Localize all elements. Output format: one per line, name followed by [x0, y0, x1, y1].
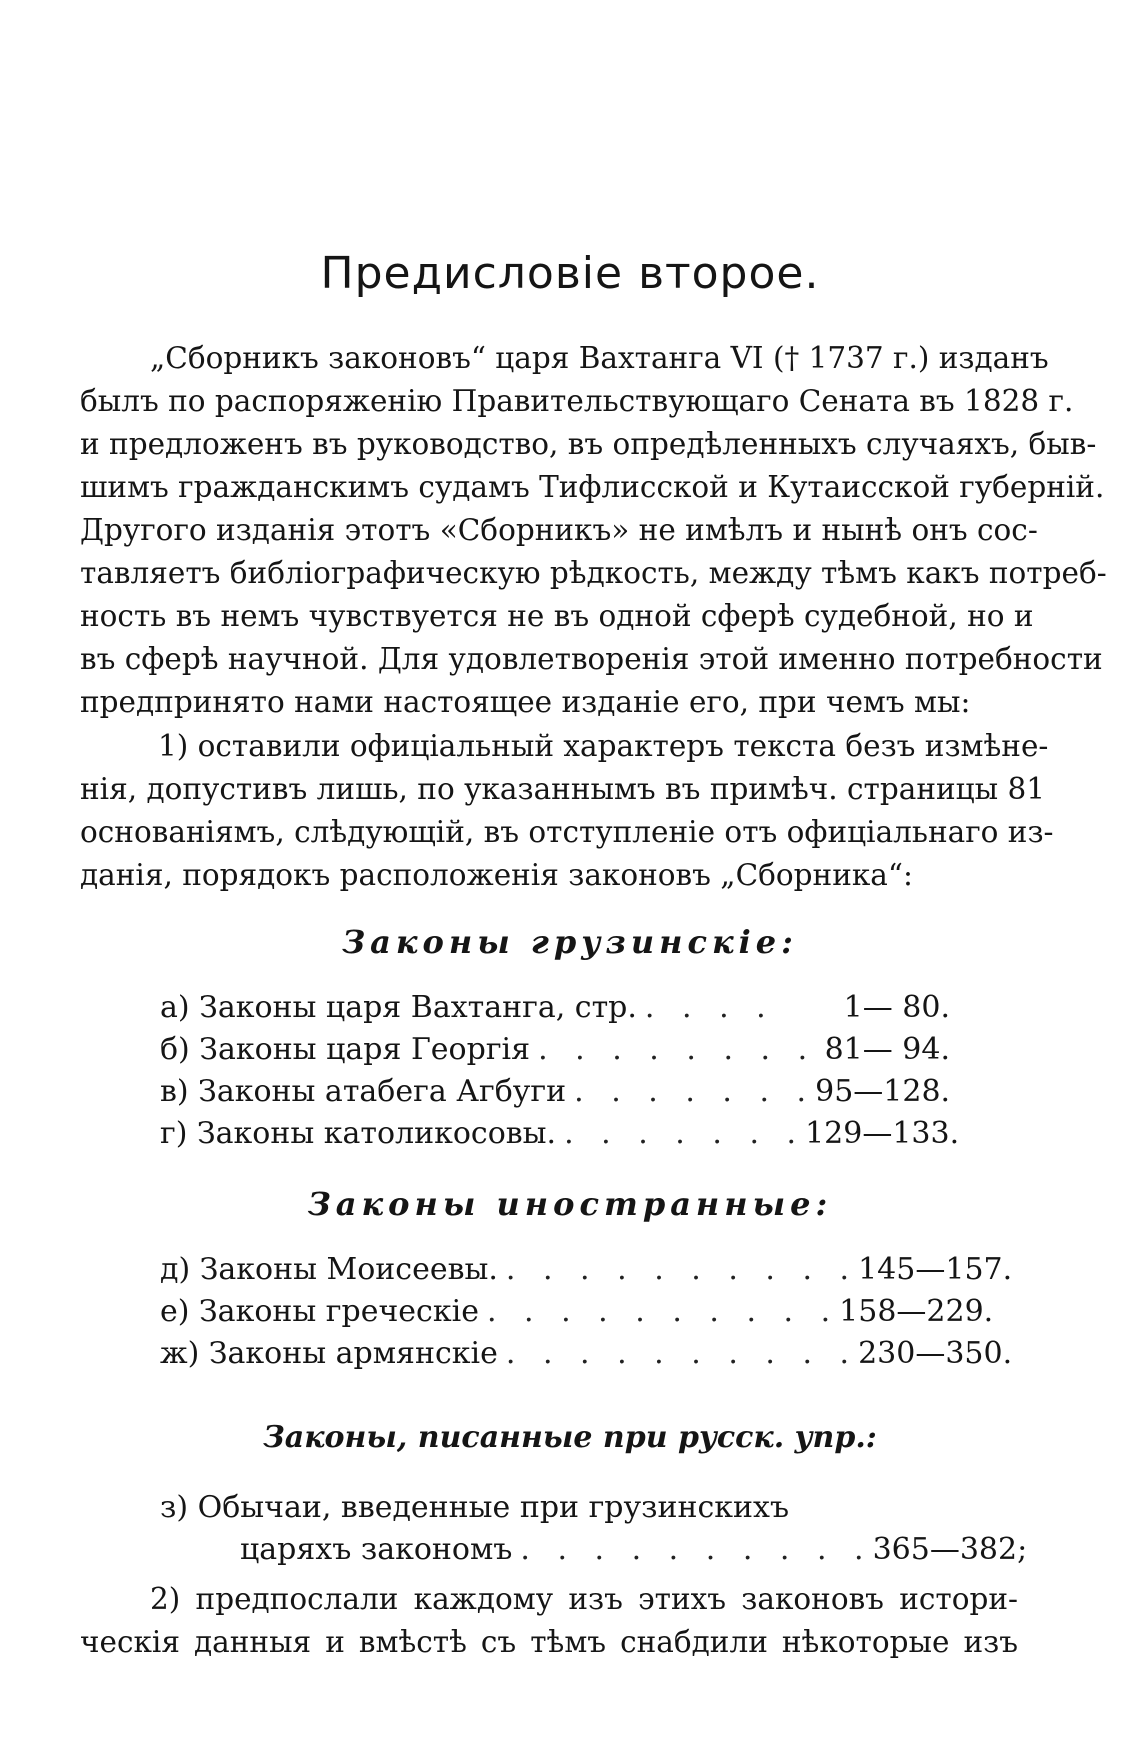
toc-entry-label: д) Законы Моисеевы.	[160, 1252, 498, 1287]
toc-entry-label: а) Законы царя Вахтанга, стр.	[160, 990, 637, 1025]
toc-entry-label: г) Законы католикосовы.	[160, 1116, 557, 1151]
toc-leader-dots: . . . .	[644, 990, 775, 1025]
paragraph-2-line-2: нія, допустивъ лишь, по указаннымъ въ примѣч. страницы 81	[80, 772, 1046, 806]
toc-entry	[160, 1250, 1013, 1290]
toc-entry-pages: 365—382;	[872, 1532, 1028, 1567]
toc-entry-label: в) Законы атабега Агбуги	[160, 1074, 567, 1109]
toc-entry-label: е) Законы греческіе	[160, 1294, 479, 1329]
paragraph-1-line-4: шимъ гражданскимъ судамъ Тифлисской и Кутаисской губерній.	[80, 470, 1105, 504]
toc-entry-pages: 158—229.	[839, 1294, 994, 1329]
paragraph-1-line-7: ность въ немъ чувствуется не въ одной сферѣ судебной, но и	[80, 599, 1034, 633]
paragraph-3-line-2: ческія данныя и вмѣстѣ съ тѣмъ снабдили нѣкоторые изъ	[80, 1625, 1018, 1659]
toc-leader-dots: . . . . . . . . . .	[505, 1252, 859, 1287]
section-heading-georgian: Законы грузинскіе:	[342, 923, 798, 961]
paragraph-3-line-1: 2) предпослали каждому изъ этихъ законовъ истори-	[150, 1582, 1018, 1616]
toc-entry-label: царяхъ закономъ	[240, 1532, 513, 1567]
paragraph-1-line-2: былъ по распоряженію Правительствующаго Сената въ 1828 г.	[80, 384, 1074, 418]
toc-leader-dots: . . . . . . .	[574, 1074, 816, 1109]
page-title: Предисловіе второе.	[320, 248, 820, 299]
toc-entry	[160, 988, 950, 1028]
toc-entry-pages: 95—128.	[815, 1074, 951, 1109]
toc-leader-dots: . . . . . . . . . .	[520, 1532, 873, 1567]
toc-leader-dots: . . . . . . . . . .	[486, 1294, 840, 1329]
toc-entry-label: з) Обычаи, введенные при грузинскихъ	[160, 1490, 790, 1525]
toc-leader-dots: . . . . . . .	[564, 1116, 806, 1151]
toc-entry-line-1	[160, 1488, 950, 1528]
toc-entry	[160, 1072, 950, 1112]
toc-entry-pages: 129—133.	[805, 1116, 960, 1151]
toc-entry-line-2	[240, 1530, 1028, 1570]
section-heading-foreign: Законы иностранные:	[307, 1185, 833, 1223]
toc-leader-dots: . . . . . . . .	[538, 1032, 817, 1067]
toc-entry	[160, 1030, 950, 1070]
paragraph-2-line-3: основаніямъ, слѣдующій, въ отступленіе отъ офиціальнаго из-	[80, 815, 1054, 849]
toc-entry	[160, 1334, 1013, 1374]
paragraph-1-line-3: и предложенъ въ руководство, въ опредѣленныхъ случаяхъ, быв-	[80, 427, 1097, 461]
paragraph-2-line-4: данія, порядокъ расположенія законовъ „Сборника“:	[80, 858, 913, 892]
paragraph-1-line-5: Другого изданія этотъ «Сборникъ» не имѣлъ и нынѣ онъ сос-	[80, 513, 1038, 547]
paragraph-2-line-1: 1) оставили офиціальный характеръ текста безъ измѣне-	[158, 729, 1049, 763]
paragraph-1-line-6: тавляетъ библіографическую рѣдкость, между тѣмъ какъ потреб-	[80, 556, 1107, 590]
paragraph-1-line-8: въ сферѣ научной. Для удовлетворенія этой именно потребности	[80, 642, 1103, 676]
toc-entry-pages: 230—350.	[858, 1336, 1013, 1371]
toc-entry-pages: 81— 94.	[824, 1032, 950, 1067]
paragraph-1-line-1: „Сборникъ законовъ“ царя Вахтанга VI († 1737 г.) изданъ	[150, 341, 1049, 375]
toc-entry-pages: 1— 80.	[843, 990, 950, 1025]
toc-leader-dots: . . . . . . . . . .	[505, 1336, 859, 1371]
paragraph-1-line-9: предпринято нами настоящее изданіе его, при чемъ мы:	[80, 685, 971, 719]
toc-entry-label: б) Законы царя Георгія	[160, 1032, 531, 1067]
toc-entry	[160, 1292, 994, 1332]
section-heading-russian: Законы, писанные при русск. упр.:	[263, 1420, 877, 1455]
toc-entry	[160, 1114, 960, 1154]
toc-entry-pages: 145—157.	[858, 1252, 1013, 1287]
toc-entry-label: ж) Законы армянскіе	[160, 1336, 498, 1371]
